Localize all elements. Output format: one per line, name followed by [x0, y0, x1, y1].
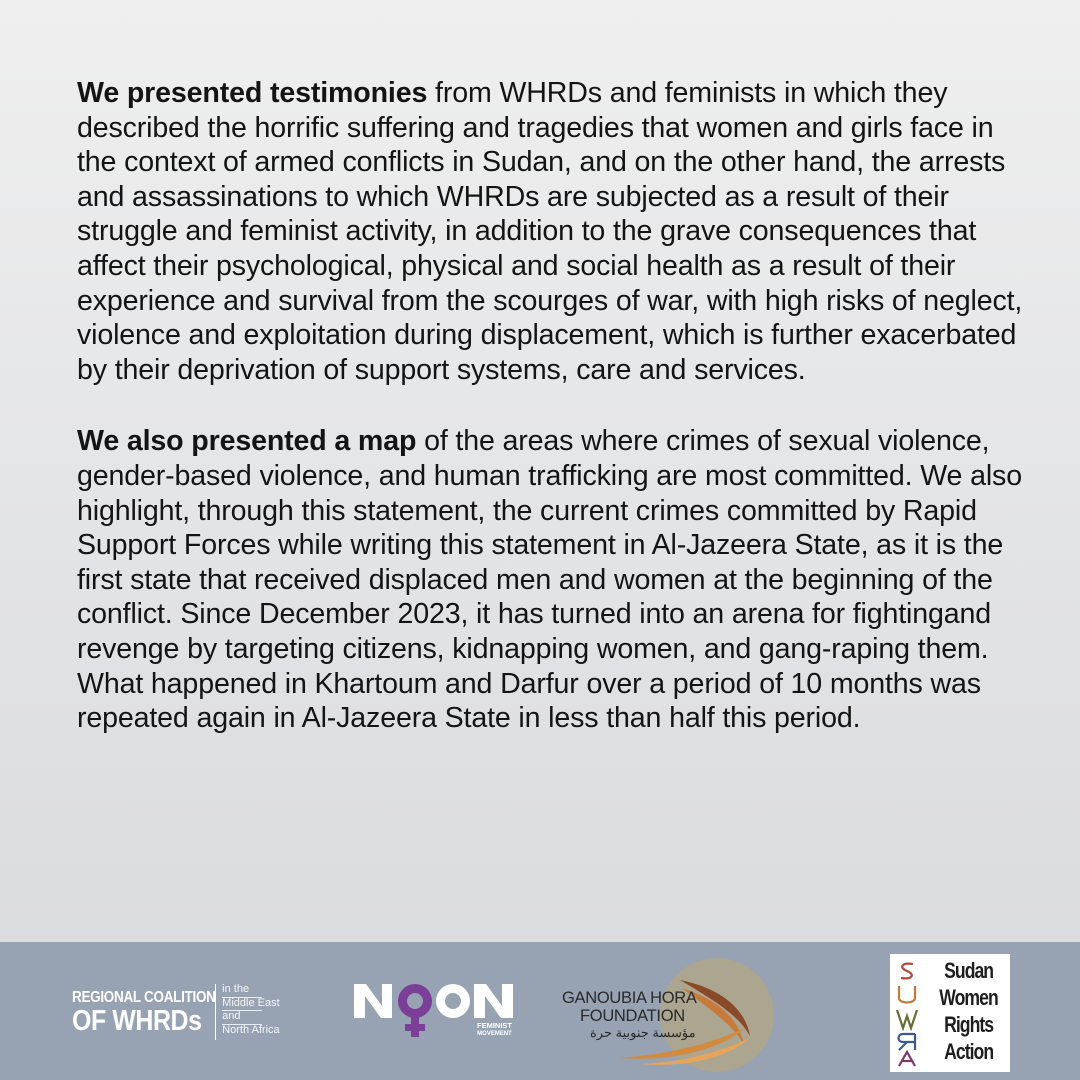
paragraph-map [77, 424, 1027, 735]
ganoubia-name: GANOUBIA HORA [562, 989, 697, 1007]
regional-coalition-line2: OF WHRDs [72, 1005, 202, 1037]
suwra-word: Women [939, 985, 999, 1010]
noon-sub-line: FEMINIST [477, 1021, 512, 1030]
noon-logo [352, 982, 517, 1057]
partner-logos-bar [0, 942, 1080, 1080]
region-text: North Africa [222, 1023, 280, 1036]
suwra-logo [890, 954, 1010, 1072]
region-text: in the [222, 983, 250, 995]
ganoubia-foundation: FOUNDATION [580, 1007, 685, 1025]
region-text: Middle East [222, 996, 280, 1009]
paragraph-testimonies [77, 76, 1027, 387]
suwra-word: Action [944, 1039, 994, 1064]
paragraph-lead: We presented testimonies [77, 77, 428, 109]
regional-coalition-line1: REGIONAL COALITION [72, 988, 216, 1006]
regional-coalition-region [222, 984, 279, 1040]
noon-subtitle [477, 1022, 512, 1038]
regional-coalition-logo [72, 983, 280, 1040]
noon-wordmark-graphic [352, 982, 517, 1052]
statement-text [77, 76, 1027, 773]
noon-sub-line: MOVEMENT [477, 1031, 512, 1037]
paragraph-body: from WHRDs and feminists in which they described the horrific suffering and tragedies that women and girls face in the context of armed conflicts in Sudan, and on the other hand, the arrests and assassinations to which WHRDs are subjected as a result of their struggle and feminist activity, in addition to the grave consequences that affect their psychological, physical and social health as a result of their experience and survival from the scourges of war, with high risks of neglect, violence and exploitation during displacement, which is further exacerbated by their deprivation of support systems, care and services. [77, 77, 1023, 386]
suwra-word: Sudan [944, 958, 994, 983]
paragraph-body: of the areas where crimes of sexual violence, gender-based violence, and human trafficking are most committed. We also highlight, through this statement, the current crimes committed by Rapid Support Forces while writing this statement in Al-Jazeera State, as it is the first state that received displaced men and women at the beginning of the conflict. Since December 2023, it has turned into an arena for fightingand revenge by targeting citizens, kidnapping women, and gang-raping them. What happened in Khartoum and Darfur over a period of 10 months was repeated again in Al-Jazeera State in less than half this period. [77, 425, 1022, 735]
paragraph-lead: We also presented a map [77, 425, 417, 458]
suwra-full-name [930, 957, 1008, 1065]
region-text: and [222, 1010, 241, 1022]
ganoubia-hora-logo [560, 958, 790, 1068]
suwra-vertical-acronym [893, 958, 921, 1068]
suwra-word: Rights [944, 1012, 994, 1037]
ganoubia-arabic-name: مؤسسة جنوبية حرة [590, 1025, 696, 1040]
